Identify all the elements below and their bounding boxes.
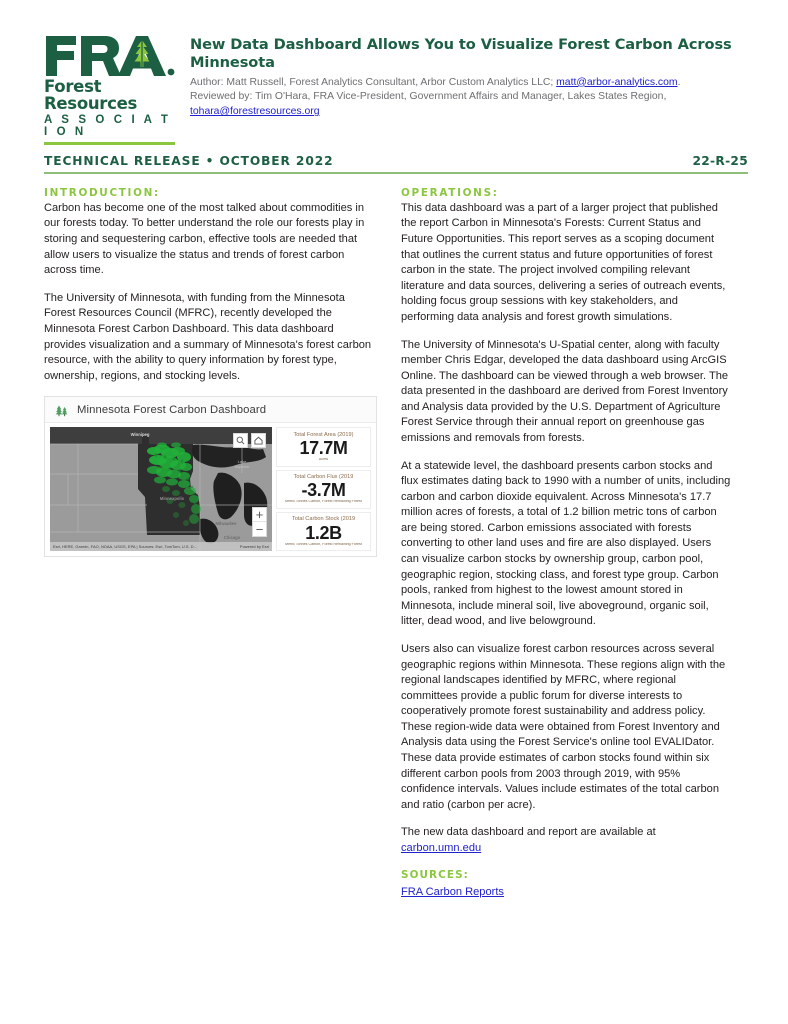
fra-carbon-reports-link[interactable]: FRA Carbon Reports [401, 886, 504, 899]
stat-unit: Metric Tonnes Carbon, Forest Remaining Forest [285, 500, 362, 504]
fra-logo-line1: Forest Resources [44, 77, 138, 114]
map-search-button[interactable] [233, 433, 248, 448]
fra-logo-underline [44, 142, 175, 145]
dashboard-title-bar [45, 397, 376, 423]
svg-text:Milwaukee: Milwaukee [215, 521, 237, 527]
stat-unit: Metric Tonnes Carbon, Forest Remaining Forest [285, 542, 362, 546]
operations-paragraph-1: This data dashboard was a part of a larger project that published the report Carbon in Minnesota's Forests: Current Status and Future Opportunities. This report serves as a scoping document that outlines the current status and future opportunities of forest carbon in the state. The project involved compiling relevant literature and data sources, delivering a series of outreach events, holding focus group sessions with key stakeholders, and performing data analysis and forest growth simulations. [401, 201, 726, 323]
fra-logomark-icon [44, 34, 176, 76]
operations-paragraph-3: At a statewide level, the dashboard presents carbon stocks and flux estimates dating back to 1990 with a number of units, including carbon and carbon dioxide equivalent. Across Minnesota's 17.7 million acres of forests, a total of 1.2 billion metric tons of carbon are being stored. Carbon emissions associated with forests converting to other land uses and fire are also displayed. Users can visualize carbon stocks by ownership group, carbon pool, geographic region, stocking class, and forest type group. Carbon pools, ranked from highest to the lowest amount stored in Minnesota, include mineral soil, live aboveground, organic soil, litter, dead wood, and live belowground. [401, 459, 731, 628]
byline-author-prefix: Author: Matt Russell, Forest Analytics Consultant, Arbor Custom Analytics LLC; [190, 76, 557, 88]
carbon-umn-link[interactable]: carbon.umn.edu [401, 841, 482, 854]
byline-reviewer-email-line [190, 105, 748, 120]
svg-text:Minneapolis: Minneapolis [159, 496, 185, 502]
stat-value: 1.2B [305, 522, 342, 543]
svg-text:Superior: Superior [234, 464, 250, 470]
sources-heading: SOURCES: [401, 869, 469, 882]
page-title: New Data Dashboard Allows You to Visualize Forest Carbon Across Minnesota [190, 36, 732, 71]
map-attribution-powered-by: Powered by Esri [239, 544, 269, 550]
stat-value: 17.7M [299, 437, 348, 458]
closing-paragraph [401, 825, 731, 856]
dashboard-body [45, 423, 376, 556]
intro-paragraph-2: The University of Minnesota, with funding from the Minnesota Forest Resources Council (MFRC), recently developed the Minnesota Forest Carbon Dashboard. This data dashboard provides visualization and a summary of Minnesota's forest carbon resource, with the ability to query information by forest type, ownership, regions, and stocking levels. [44, 291, 372, 382]
map-attribution [50, 542, 272, 551]
stat-card-carbon-stock[interactable] [276, 512, 371, 551]
dashboard-screenshot [44, 396, 377, 557]
masthead [44, 30, 748, 145]
stat-label: Total Forest Area (2019) [293, 431, 354, 438]
stat-value: -3.7M [301, 480, 346, 501]
stat-label: Total Carbon Flux (2019 [293, 474, 354, 481]
release-bar [44, 154, 748, 172]
headline-block [190, 30, 748, 120]
intro-paragraph-1: Carbon has become one of the most talked about commodities in our forests today. To better understand the role our forests play in storing and sequestering carbon, effective tools are needed that allow users to visualize the status and trends of forest carbon across time. [44, 201, 365, 277]
release-label: TECHNICAL RELEASE • OCTOBER 2022 [44, 153, 334, 168]
stat-unit: Acres [318, 458, 329, 462]
right-column [401, 187, 731, 901]
closing-text: The new data dashboard and report are available at [401, 826, 656, 839]
operations-heading: OPERATIONS: [401, 186, 499, 199]
svg-text:Chicago: Chicago [223, 535, 241, 541]
byline-author-suffix: . [677, 76, 681, 88]
fra-acronym-logo [44, 34, 176, 76]
dashboard-stats [276, 427, 371, 551]
dashboard-title: Minnesota Forest Carbon Dashboard [77, 404, 267, 417]
byline [190, 76, 748, 120]
release-number: 22-R-25 [692, 153, 748, 168]
map-attribution-sources: Esri, HERE, Garmin, FAO, NOAA, USGS, EPA | Sources: Esri, TomTom, U.S. D... [53, 544, 198, 550]
byline-author-line [190, 76, 748, 91]
left-column [44, 187, 374, 557]
header-divider [44, 172, 748, 174]
map-home-button[interactable] [251, 433, 266, 448]
content-columns [44, 187, 748, 901]
dashboard-map[interactable] [50, 427, 272, 551]
svg-text:Lake: Lake [237, 459, 247, 465]
map-zoom-in-button[interactable]: + [253, 508, 266, 522]
byline-reviewer-line: Reviewed by: Tim O'Hara, FRA Vice-President, Government Affairs and Manager, Lakes States Region, [190, 91, 667, 103]
stat-card-forest-area[interactable] [276, 427, 371, 466]
fra-logo-line2: A S S O C I A T I O N [44, 113, 172, 139]
svg-text:Winnipeg: Winnipeg [130, 432, 150, 438]
stat-card-carbon-flux[interactable] [276, 470, 371, 509]
introduction-heading: INTRODUCTION: [44, 186, 160, 199]
fra-logo [44, 30, 176, 145]
pine-tree-icon [55, 403, 69, 417]
map-zoom-controls[interactable] [252, 507, 267, 537]
search-icon [236, 436, 245, 445]
author-email-link[interactable]: matt@arbor-analytics.com [556, 76, 678, 88]
home-icon [254, 436, 263, 445]
operations-paragraph-4: Users also can visualize forest carbon resources across several geographic regions within Minnesota. These regions align with the regional landscapes identified by MFRC, where regional committees provide a public forum for diverse interests to cooperatively promote forest sustainability and address policy. These region-wide data were obtained from Forest Inventory and Analysis data using the Forest Service's online tool EVALIDator. These data provide estimates of carbon stocks found within six different carbon pools from 2003 through 2019, with 95% confidence intervals. Values include estimates of the total carbon and ratio (carbon per acre). [401, 642, 726, 811]
map-zoom-out-button[interactable]: − [255, 521, 264, 537]
stat-label: Total Carbon Stock (2019 [291, 516, 356, 523]
reviewer-email-link[interactable]: tohara@forestresources.org [190, 106, 320, 118]
operations-paragraph-2: The University of Minnesota's U-Spatial center, along with faculty member Chris Edgar, developed the data dashboard using ArcGIS Online. The dashboard can be viewed through a web browser. The data presented in the dashboard are derived from Forest Inventory and Analysis data provided by the U.S. Department of Agriculture Forest Service through their annual report on greenhouse gas emissions and removals from forests. [401, 338, 729, 444]
